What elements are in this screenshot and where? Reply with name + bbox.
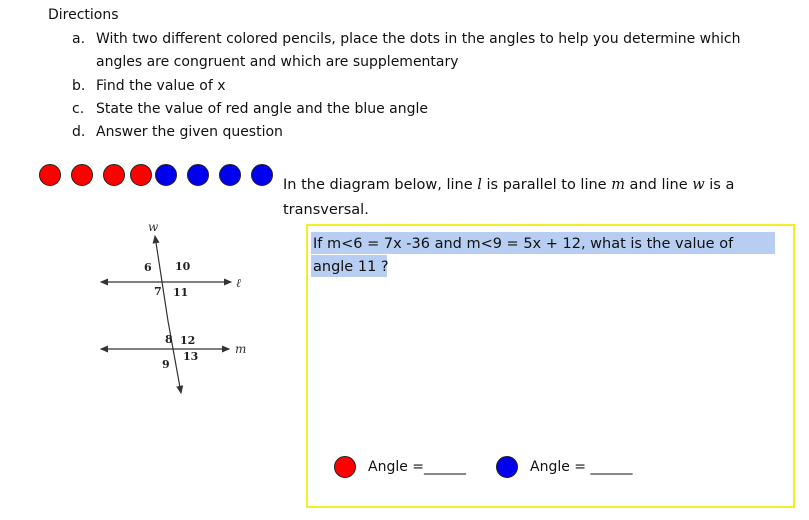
question-line-2: angle 11 ? [313,259,389,275]
angle-13-label: 13 [183,350,199,363]
problem-text-4: is a transversal. [283,177,735,218]
label-w: w [148,220,159,234]
label-m: m [235,342,247,356]
direction-text: With two different colored pencils, place the dots in the angles to help you determine which angles are congruent and which are supplementary [96,31,741,70]
problem-statement [283,173,783,223]
blue-dot[interactable] [219,164,241,186]
blue-angle-answer[interactable]: Angle = ______ [530,459,633,475]
direction-letter: c. [72,101,85,117]
transversal-w [155,236,168,321]
angle-8-label: 8 [165,333,173,346]
blue-dot[interactable] [187,164,209,186]
blue-dot[interactable] [155,164,177,186]
line-m-name: m [611,177,625,193]
red-dot[interactable] [39,164,61,186]
red-dot[interactable] [103,164,125,186]
red-angle-answer[interactable]: Angle =______ [368,459,467,475]
red-dot[interactable] [130,164,152,186]
angle-9-label: 9 [162,358,170,371]
direction-letter: b. [72,78,86,94]
red-dot[interactable] [71,164,93,186]
directions-title: Directions [48,7,119,23]
question-line-1: If m<6 = 7x -36 and m<9 = 5x + 12, what is the value of [313,236,734,252]
angle-11-label: 11 [173,286,189,299]
angle-12-label: 12 [180,334,196,347]
angle-10-label: 10 [175,260,191,273]
blue-angle-marker [496,456,518,478]
problem-text-1: In the diagram below, line [283,177,478,193]
line-w-name: w [692,177,705,193]
parallel-lines-diagram [95,216,265,401]
direction-letter: d. [72,124,86,140]
red-angle-marker [334,456,356,478]
blue-dot[interactable] [251,164,273,186]
direction-text: State the value of red angle and the blue angle [96,101,429,117]
line-l-name: l [477,177,482,193]
label-l: ℓ [236,276,241,290]
question-text[interactable] [313,233,783,279]
direction-letter: a. [72,31,86,47]
problem-text-2: is parallel to line [481,177,612,193]
direction-text: Find the value of x [96,78,226,94]
angle-6-label: 6 [144,261,152,274]
direction-text: Answer the given question [96,124,283,140]
problem-text-3: and line [624,177,693,193]
angle-7-label: 7 [154,285,162,298]
